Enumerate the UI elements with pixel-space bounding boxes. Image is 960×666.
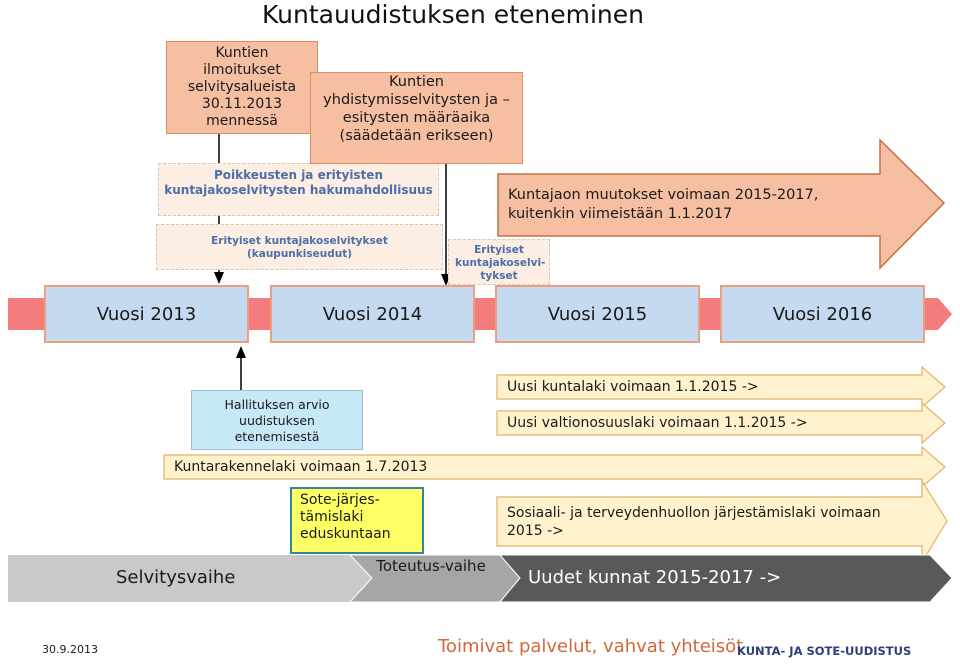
special-short-text: Erityiset kuntajakoselvi-tykset bbox=[455, 244, 546, 282]
municipal-notices-text: Kuntien ilmoitukset selvitysalueista 30.11.2013 mennessä bbox=[187, 45, 297, 129]
state-subsidy-law-text: Uusi valtionosuuslaki voimaan 1.1.2015 -> bbox=[507, 415, 808, 431]
year-2015-label: Vuosi 2015 bbox=[547, 303, 648, 325]
year-2015 bbox=[495, 285, 700, 343]
exceptions-box bbox=[158, 163, 439, 216]
phase-toteutus-label: Toteutus-vaihe bbox=[376, 557, 486, 575]
sote-law-text: Sote-järjes-tämislaki eduskuntaan bbox=[300, 492, 391, 542]
year-2013-label: Vuosi 2013 bbox=[96, 303, 197, 325]
arrowhead-government bbox=[236, 346, 246, 358]
social-health-law-text: Sosiaali- ja terveydenhuollon järjestämislaki voimaan 2015 -> bbox=[507, 505, 881, 539]
merger-deadline-text: Kuntien yhdistymisselvitysten ja –esitysten määräaika (säädetään erikseen) bbox=[323, 74, 510, 144]
government-eval-box bbox=[191, 390, 363, 450]
arrowhead-notices bbox=[214, 272, 224, 284]
municipal-notices-box bbox=[166, 41, 318, 134]
merger-deadline-box bbox=[310, 72, 523, 164]
government-eval-text: Hallituksen arvio uudistuksen etenemisestä bbox=[224, 397, 330, 444]
special-city-box bbox=[156, 224, 443, 270]
phase-uudet-label: Uudet kunnat 2015-2017 -> bbox=[528, 567, 782, 588]
municipal-law-text: Uusi kuntalaki voimaan 1.1.2015 -> bbox=[507, 379, 759, 395]
page-title: Kuntauudistuksen eteneminen bbox=[262, 0, 644, 29]
footer-date: 30.9.2013 bbox=[42, 643, 98, 656]
big-arrow-text: Kuntajaon muutokset voimaan 2015-2017, kuitenkin viimeistään 1.1.2017 bbox=[508, 187, 819, 222]
structure-law-text: Kuntarakennelaki voimaan 1.7.2013 bbox=[174, 459, 428, 475]
special-city-text: Erityiset kuntajakoselvitykset (kaupunkiseudut) bbox=[211, 235, 388, 260]
phase-selvitys-label: Selvitysvaihe bbox=[116, 567, 236, 588]
year-2014 bbox=[270, 285, 475, 343]
footer-brand: KUNTA- JA SOTE-UUDISTUS bbox=[737, 644, 912, 658]
year-2014-label: Vuosi 2014 bbox=[322, 303, 423, 325]
year-2013 bbox=[44, 285, 249, 343]
year-2016 bbox=[720, 285, 925, 343]
year-2016-label: Vuosi 2016 bbox=[772, 303, 873, 325]
exceptions-text: Poikkeusten ja erityisten kuntajakoselvitysten hakumahdollisuus bbox=[164, 168, 433, 197]
footer-slogan: Toimivat palvelut, vahvat yhteisöt bbox=[438, 636, 744, 657]
special-short-box bbox=[448, 239, 550, 285]
sote-law-box bbox=[290, 487, 424, 554]
